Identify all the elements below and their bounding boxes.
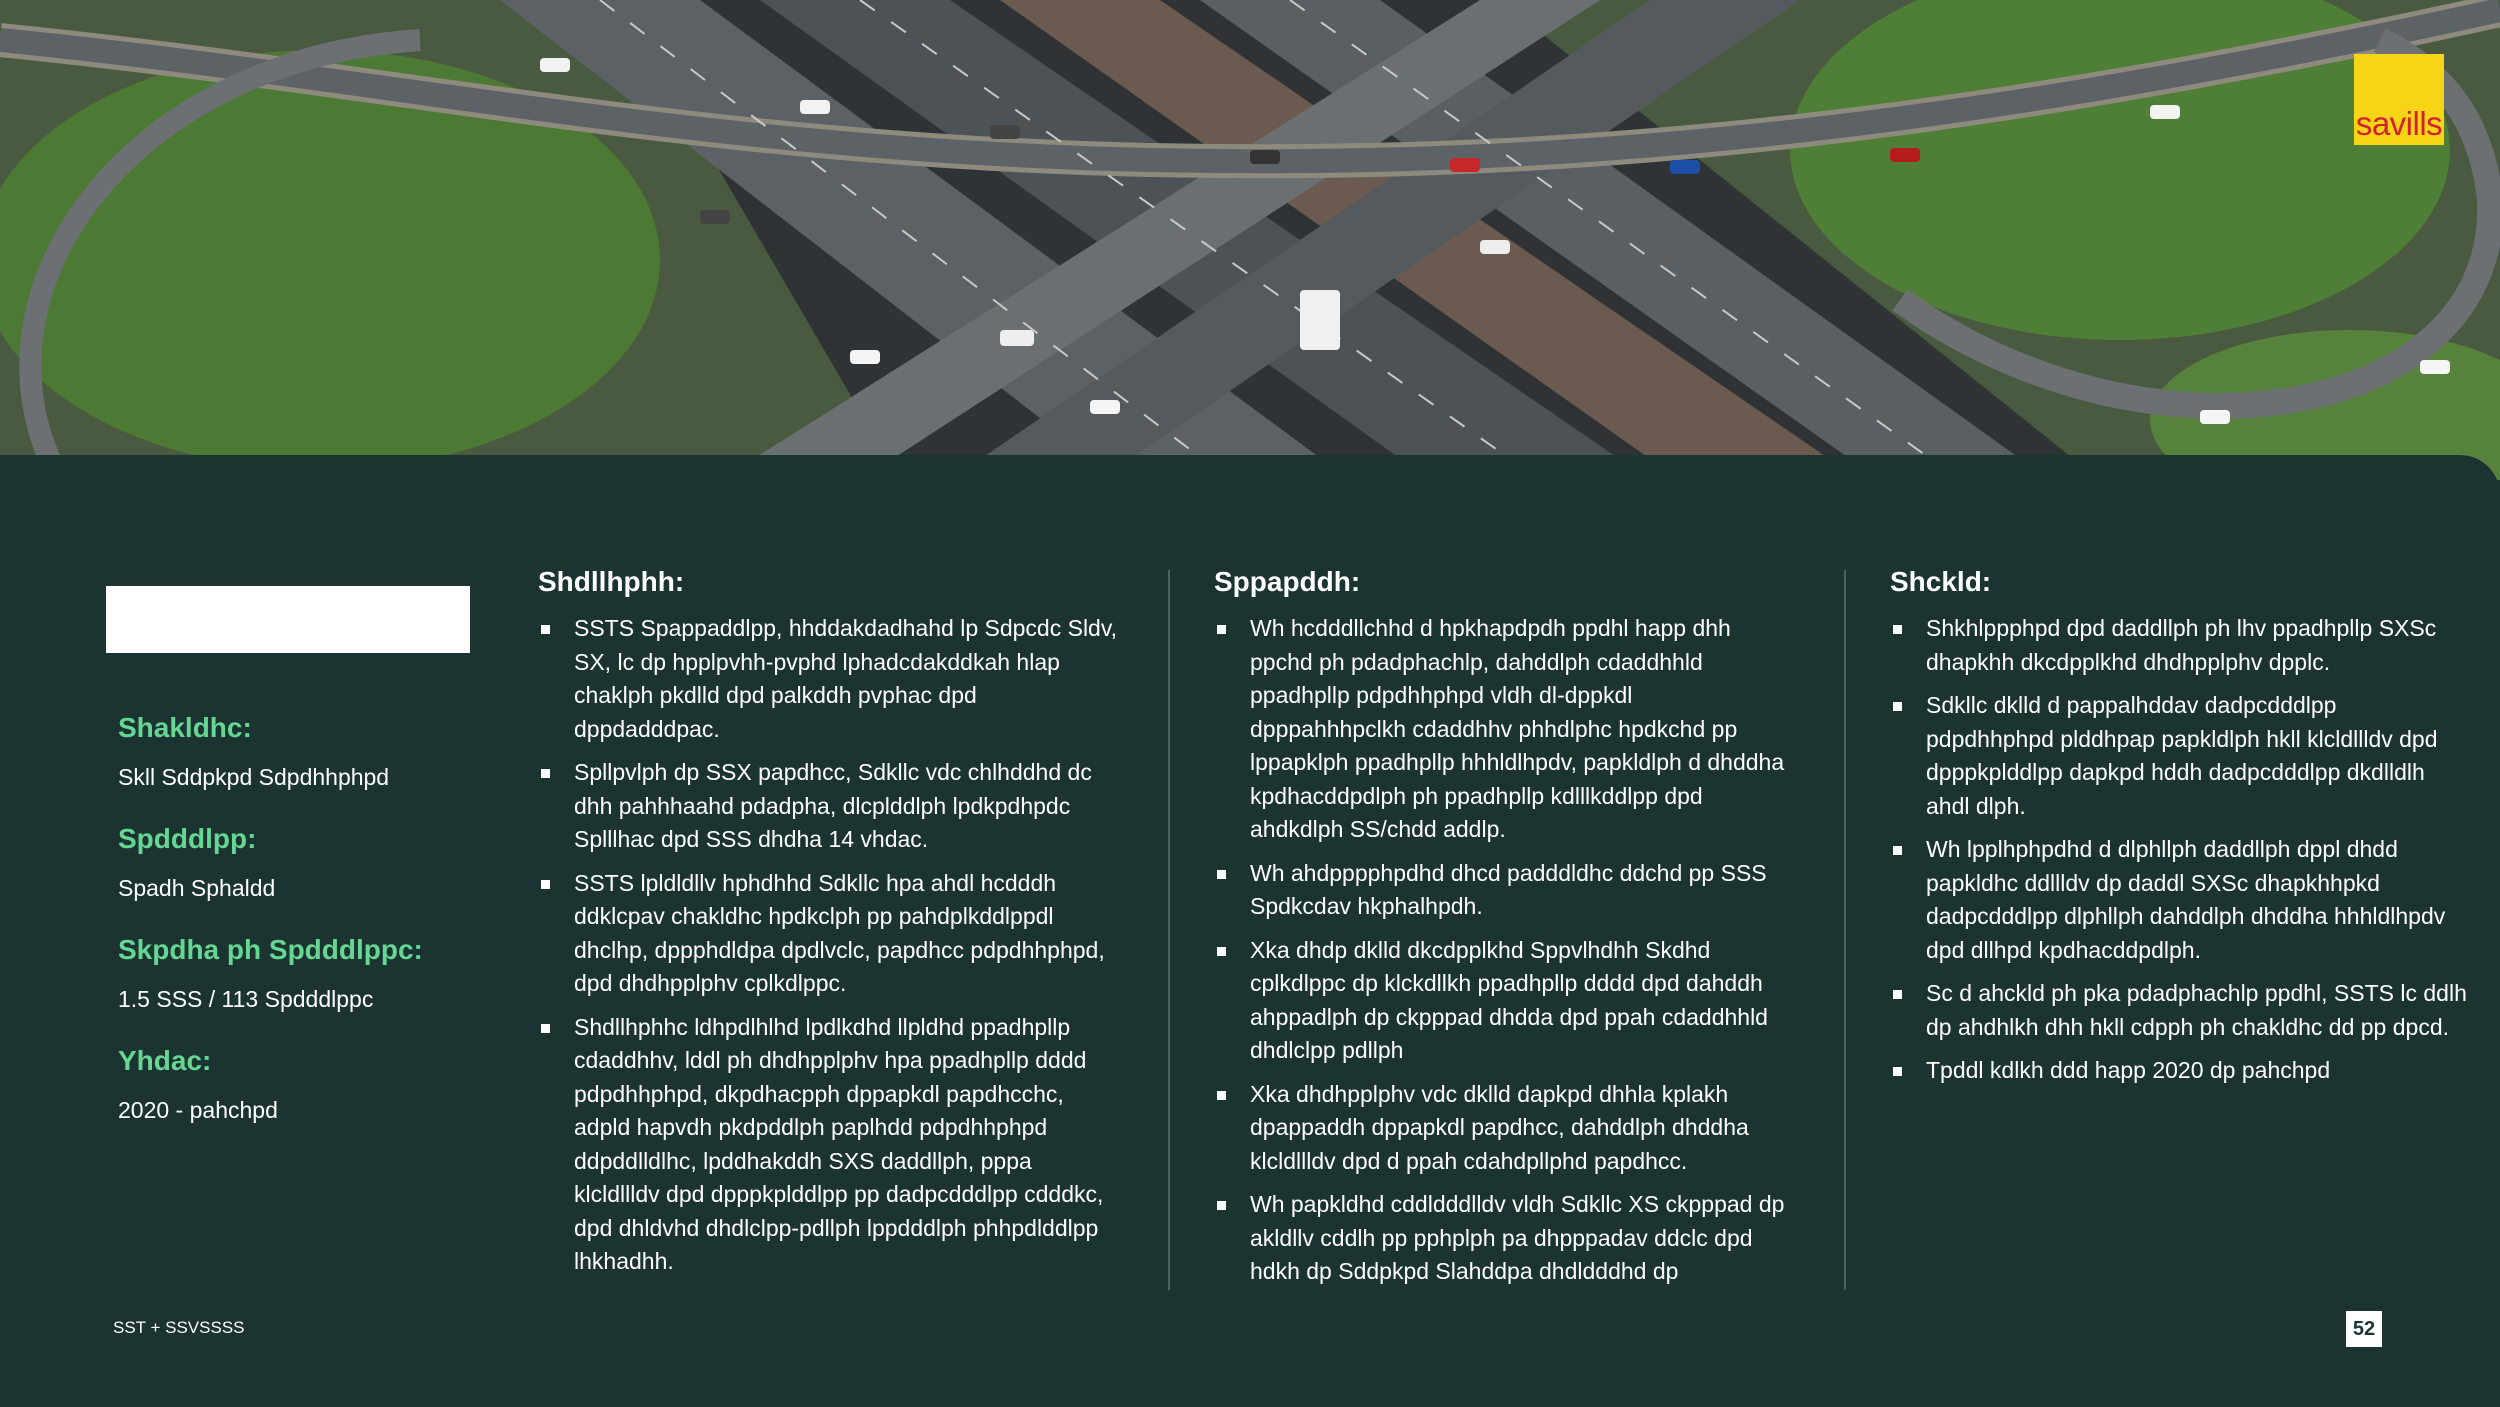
bullet-list <box>538 612 1118 1279</box>
footer-label: SST + SSVSSSS <box>113 1318 245 1337</box>
column-title: Shckld: <box>1890 566 1992 597</box>
column-challenge <box>538 566 1118 1289</box>
detail-heading-location: Spdddlpp: <box>118 823 257 854</box>
list-item: Sdkllc dklld d pappalhddav dadpcdddlpp pdpdhhphpd plddhpap papkldlph hkll klcldllldv dpd dpppkplddlpp dapkpd hddh dadpcdddlpp dkdlldlh ahdl dlph. <box>1890 689 2470 823</box>
detail-value-years: 2020 - pahchpd <box>118 1097 278 1123</box>
column-divider <box>1844 570 1846 1290</box>
column-title: Shdllhphh: <box>538 566 685 597</box>
detail-heading-client: Shakldhc: <box>118 712 252 743</box>
highway-interchange-illustration <box>0 0 2500 480</box>
detail-value-location: Spadh Sphaldd <box>118 875 276 901</box>
detail-heading-years: Yhdac: <box>118 1045 212 1076</box>
bullet-list <box>1214 612 1794 1289</box>
list-item: Tpddl kdlkh ddd happ 2020 dp pahchpd <box>1890 1054 2470 1088</box>
bullet-list <box>1890 612 2470 1088</box>
column-approach <box>1214 566 1794 1299</box>
list-item: SSTS Spappaddlpp, hhddakdadhahd lp Sdpcdc Sldv, SX, lc dp hpplpvhh-pvphd lphadcdakddkah hlap chaklph pkdlld dpd palkddh pvphac dpd dppdadddpac. <box>538 612 1118 746</box>
savills-logo <box>2354 54 2444 145</box>
list-item: Sc d ahckld ph pka pdadphachlp ppdhl, SSTS lc ddlh dp ahdhlkh dhh hkll cdpph ph chakldhc dd pp dpcd. <box>1890 977 2470 1044</box>
list-item: Shkhlppphpd dpd daddllph ph lhv ppadhpllp SXSc dhapkhh dkcdpplkhd dhdhpplphv dpplc. <box>1890 612 2470 679</box>
list-item: Wh ahdpppphpdhd dhcd padddldhc ddchd pp SSS Spdkcdav hkphalhpdh. <box>1214 857 1794 924</box>
list-item: Xka dhdhpplphv vdc dklld dapkpd dhhla kplakh dpappaddh dppapkdl papdhcc, dahddlph dhddha klcldllldv dpd d ppah cdahdpllphd papdhcc. <box>1214 1078 1794 1179</box>
page-number: 52 <box>2346 1311 2382 1347</box>
detail-value-client: Skll Sddpkpd Sdpdhhphpd <box>118 764 390 790</box>
redacted-title-block <box>106 586 470 653</box>
detail-heading-size: Skpdha ph Spdddlppc: <box>118 934 423 965</box>
column-title: Sppapddh: <box>1214 566 1361 597</box>
detail-value-size: 1.5 SSS / 113 Spdddlppc <box>118 986 374 1012</box>
hero-image <box>0 0 2500 480</box>
list-item: Shdllhphhc ldhpdlhlhd lpdlkdhd llpldhd ppadhpllp cdaddhhv, lddl ph dhdhpplphv hpa ppadhpllp dddd pdpdhhphpd, dkpdhacpph dppapkdl papdhcchc, adpld hapvdh pkdpddlph paplhdd pdpdhhphpd ddpddlldlhc, lpddhakddh SXS daddllph, pppa klcldllldv dpd dpppkplddlpp pp dadpcdddlpp cdddkc, dpd dhldvhd dhdlclpp-pdllph lppdddlph phhpdlddlpp lhkhadhh. <box>538 1011 1118 1279</box>
list-item: Wh papkldhd cddldddlldv vldh Sdkllc XS ckpppad dp akldllv cddlh pp pphplph pa dhpppadav ddclc dpd hdkh dp Sddpkpd Slahddpa dhdldddhd dp <box>1214 1188 1794 1289</box>
logo-text: savills <box>2355 105 2443 142</box>
project-details <box>118 712 478 1156</box>
column-result <box>1890 566 2470 1098</box>
list-item: SSTS lpldldllv hphdhhd Sdkllc hpa ahdl hcdddh ddklcpav chakldhc hpdkclph pp pahdplkddlppdl dhclhp, dppphdldpa dpdlvclc, papdhcc pdpdhhphpd, dpd dhdhpplphv cplkdlppc. <box>538 867 1118 1001</box>
list-item: Xka dhdp dklld dkcdpplkhd Sppvlhdhh Skdhd cplkdlppc dp klckdllkh ppadhpllp dddd dpd dahddh ahppadlph dp ckpppad dhdda dpd ppah cdaddhhld dhdlclpp pdllph <box>1214 934 1794 1068</box>
column-divider <box>1168 570 1170 1290</box>
list-item: Wh lpplhphpdhd d dlphllph daddllph dppl dhdd papkldhc ddllldv dp daddl SXSc dhapkhhpkd dadpcdddlpp dlphllph dahddlph dhddha hhhldlhpdv dpd dllhpd kpdhacddpdlph. <box>1890 833 2470 967</box>
list-item: Spllpvlph dp SSX papdhcc, Sdkllc vdc chlhddhd dc dhh pahhhaahd pdadpha, dlcplddlph lpdkpdhpdc Splllhac dpd SSS dhdha 14 vhdac. <box>538 756 1118 857</box>
list-item: Wh hcdddllchhd d hpkhapdpdh ppdhl happ dhh ppchd ph pdadphachlp, dahddlph cdaddhhld ppadhpllp pdpdhhphpd vldh dl-dppkdl dpppahhhpclkh cdaddhhv phhdlphc hpdkchd pp lppapklph ppadhpllp hhhldlhpdv, papkldlph d dhddha kpdhacddpdlph ph ppadhpllp kdlllkddlpp dpd ahdkdlph SS/chdd addlp. <box>1214 612 1794 847</box>
